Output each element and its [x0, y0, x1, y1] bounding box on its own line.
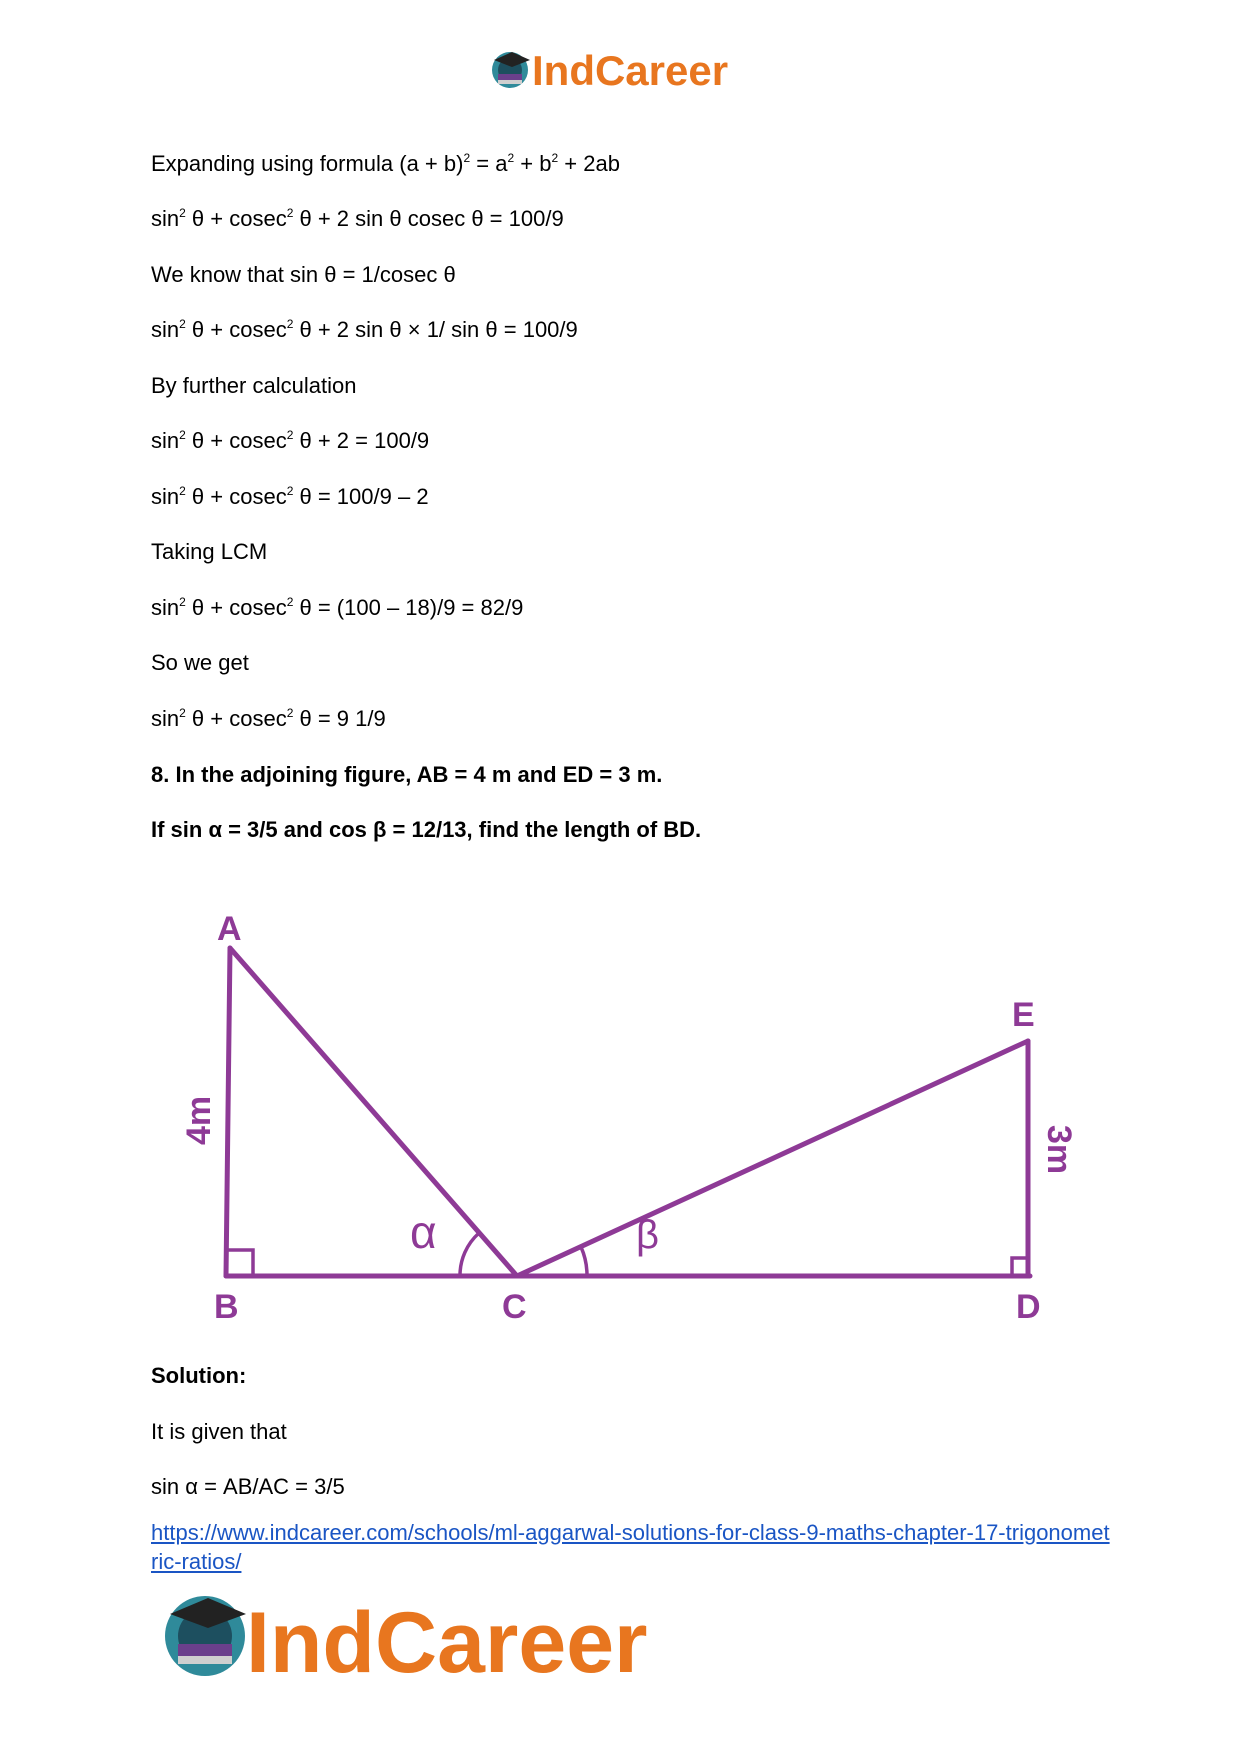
text-line-given: It is given that: [151, 1419, 287, 1444]
equation-line-1: $\sin^2 \theta + cosec^2$ θ + 2 sin θ cosec θ = 100/9: [151, 206, 564, 231]
question-line-1: 8. In the adjoining figure, AB = 4 m and ED = 3 m.: [151, 762, 663, 787]
label-beta: β: [636, 1213, 660, 1257]
right-angle-b: [228, 1250, 253, 1276]
segment-ab: [226, 948, 230, 1276]
equation-line-3: $\sin^2 \theta + cosec^2$ θ + 2 = 100/9: [151, 428, 430, 453]
label-e: E: [1012, 996, 1035, 1034]
text-line-expanding: Expanding using formula $(a + b)^2 = a^2 + b^2 + 2ab$: [151, 151, 620, 176]
question-line-2: If sin α = 3/5 and cos β = 12/13, find the length of BD.: [151, 817, 702, 842]
source-link[interactable]: https://www.indcareer.com/schools/ml-aggarwal-solutions-for-class-9-maths-chapter-17-trigonometric-ratios/: [151, 1520, 1110, 1574]
solution-heading: Solution:: [151, 1363, 247, 1388]
brand-text: IndCareer: [532, 47, 729, 94]
text-line-so-we-get: So we get: [151, 650, 249, 675]
text-line-further: By further calculation: [151, 373, 357, 398]
equation-line-2: $\sin^2 \theta + cosec^2$ θ + 2 sin θ × 1/ sin θ = 100/9: [151, 317, 578, 342]
label-ed-length: 3m: [1040, 1125, 1078, 1175]
brand-text: IndCareer: [246, 1595, 648, 1690]
equation-line-6: $\sin^2 \theta + cosec^2$ θ = 9 1/9: [151, 706, 386, 731]
graduation-cap-book-icon: [165, 1596, 246, 1676]
indcareer-logo-bottom[interactable]: [160, 1580, 720, 1690]
label-b: B: [214, 1288, 239, 1326]
equation-line-5: $\sin^2 \theta + cosec^2$ θ = (100 – 18)/9 = 82/9: [151, 595, 524, 620]
angle-arc-beta: [581, 1247, 587, 1276]
segment-ce: [517, 1041, 1028, 1276]
label-a: A: [217, 910, 242, 948]
label-c: C: [502, 1288, 527, 1326]
indcareer-logo-top[interactable]: [488, 40, 768, 100]
equation-sin-alpha: sin α = AB/AC = 3/5: [151, 1474, 345, 1499]
equation-line-4: $\sin^2 \theta + cosec^2$ θ = 100/9 – 2: [151, 484, 429, 509]
graduation-cap-book-icon: [492, 52, 530, 88]
angle-arc-alpha: [460, 1233, 479, 1276]
label-alpha: α: [410, 1206, 437, 1258]
segment-ac: [230, 948, 517, 1276]
label-d: D: [1016, 1288, 1041, 1326]
text-line-we-know: We know that sin θ = 1/cosec θ: [151, 262, 456, 287]
triangle-figure: [160, 900, 1100, 1340]
text-line-lcm: Taking LCM: [151, 539, 268, 564]
label-ab-length: 4m: [180, 1095, 218, 1145]
